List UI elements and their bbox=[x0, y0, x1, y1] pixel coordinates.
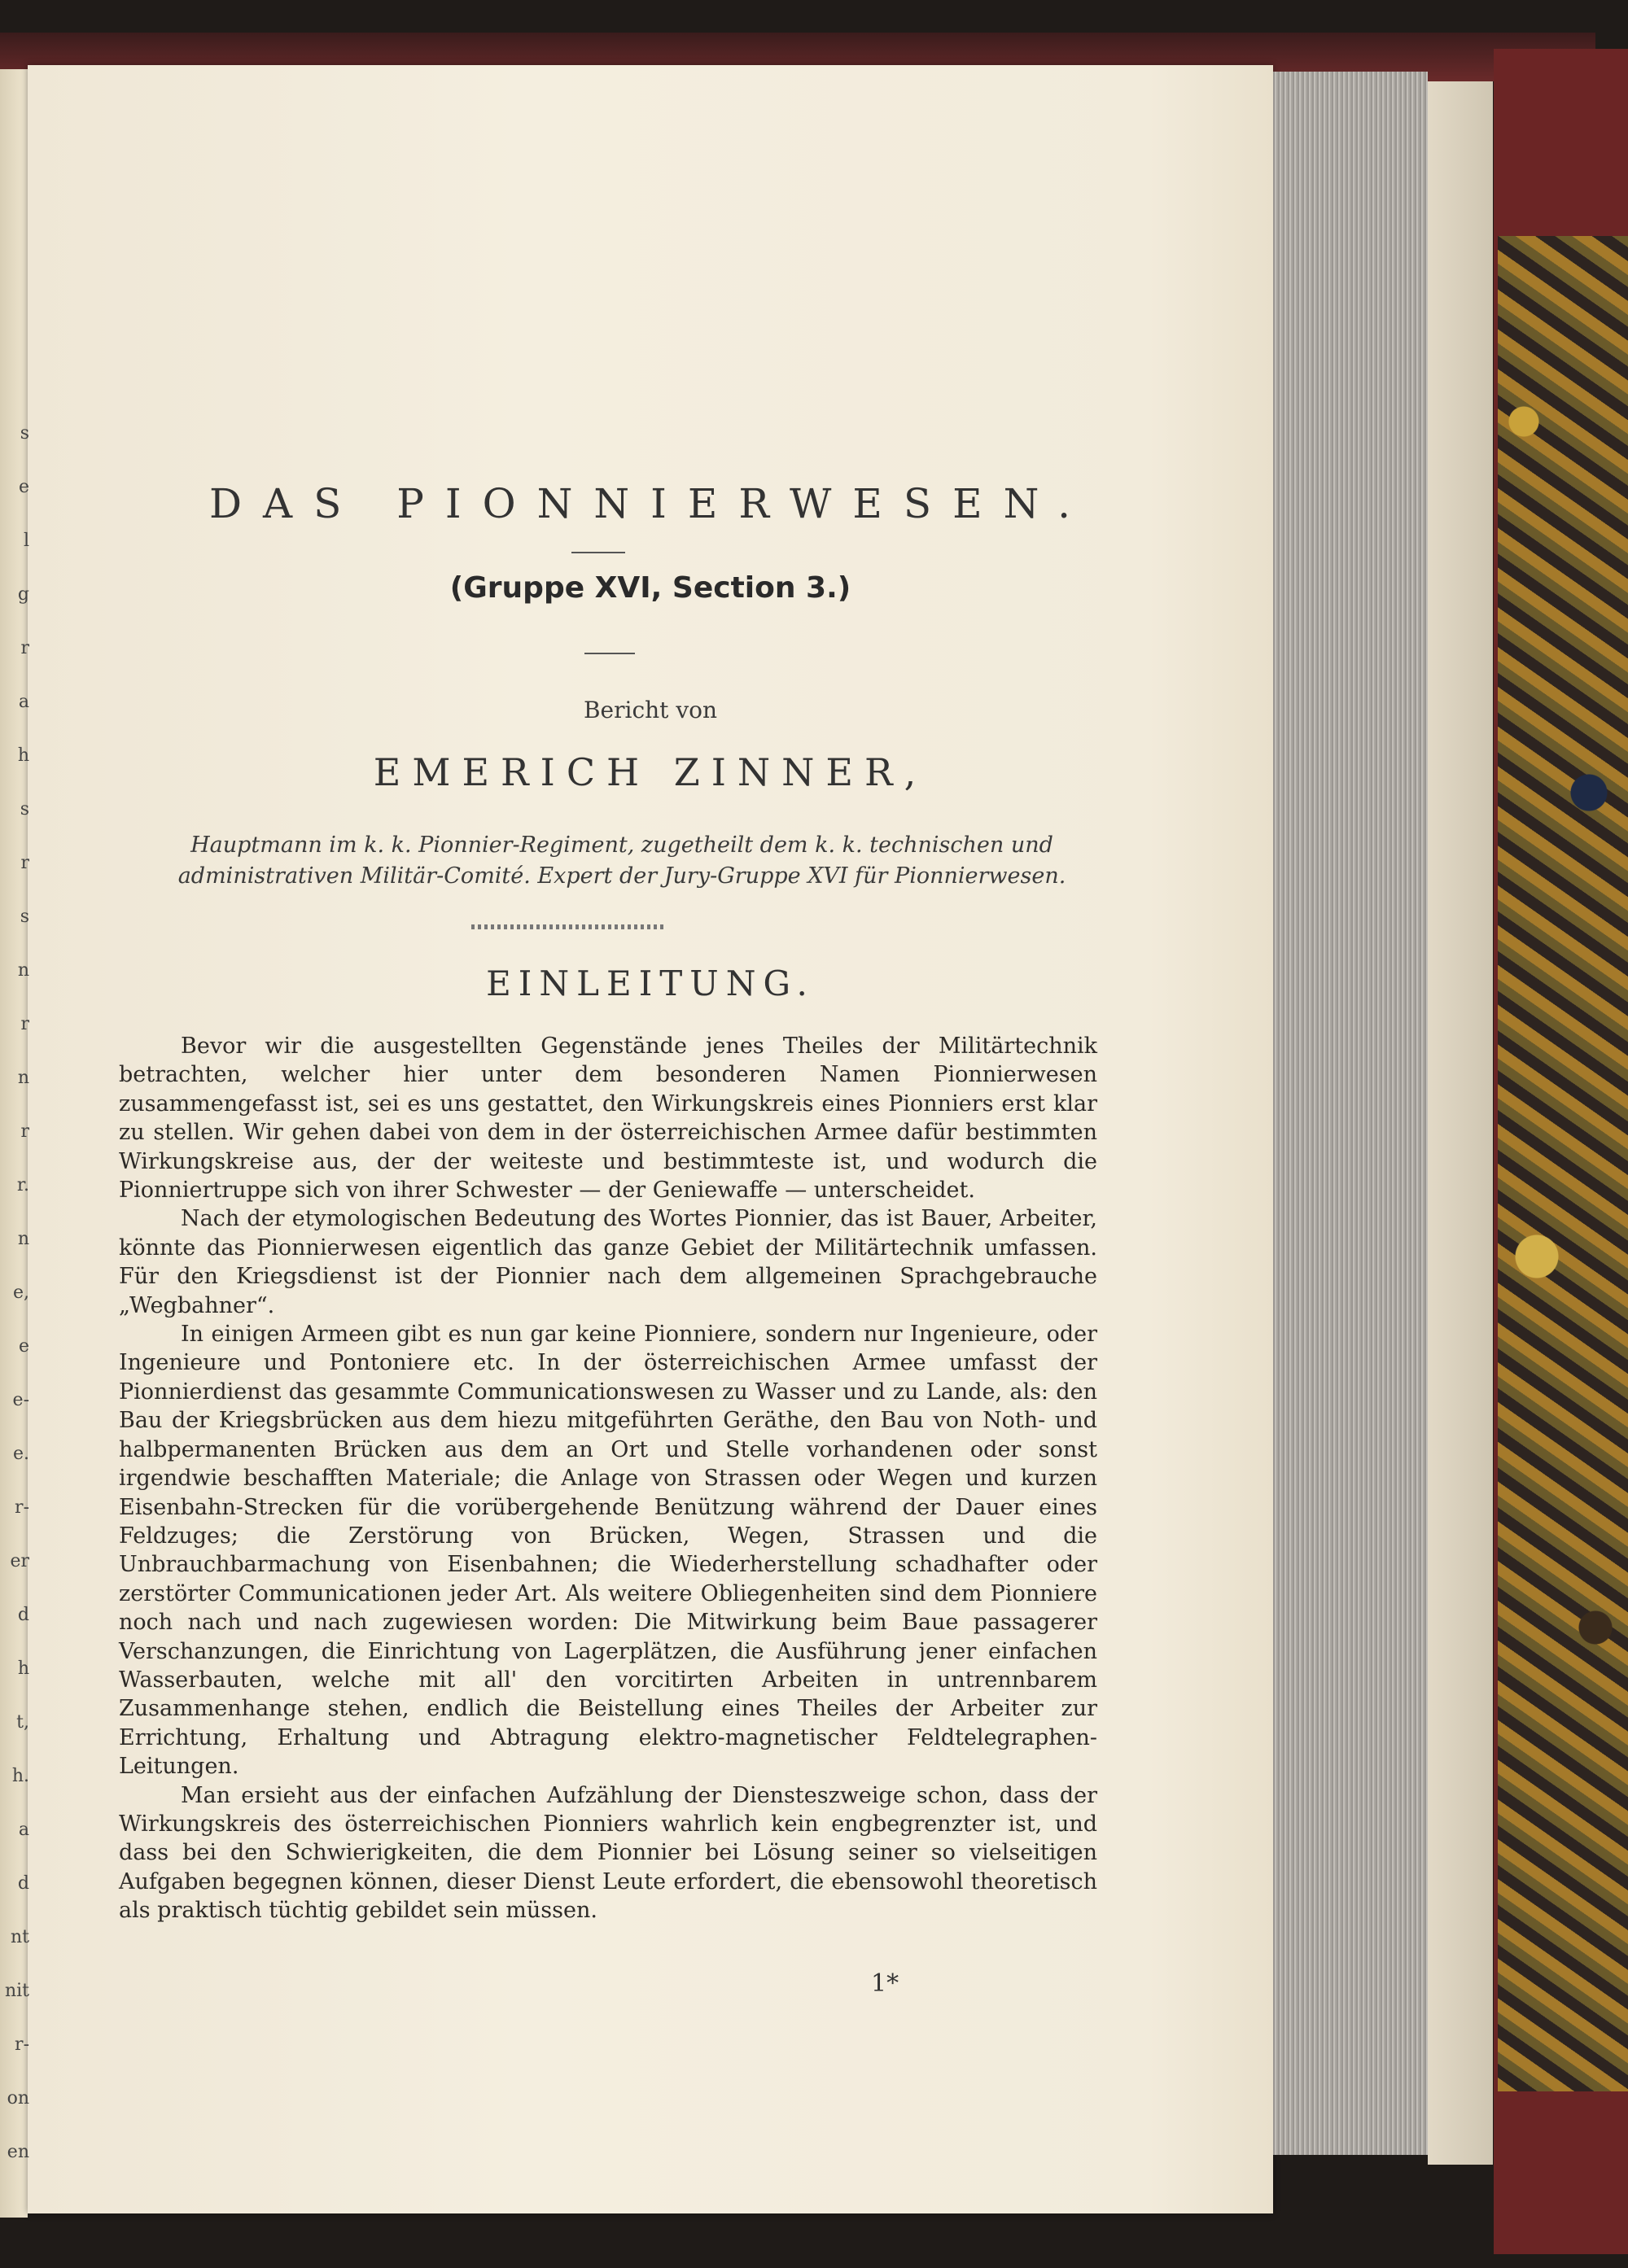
margin-fragment: d bbox=[17, 1605, 29, 1625]
document-subtitle: (Gruppe XVI, Section 3.) bbox=[449, 571, 851, 605]
paragraph: Bevor wir die ausgestellten Gegenstände jenes Theiles der Militärtechnik betrachten, welcher hier unter dem besonderen Namen Pionnierwesen zusammengefasst ist, sei es uns gestattet, den Wirkungskreis eines Pionniers erst klar zu stellen. Wir gehen dabei von dem in der österreichischen Armee dafür bestimmten Wirkungskreise aus, der der weiteste und bestimmteste ist, und wodurch die Pionniertruppe sich von ihrer Schwester — der Geniewaffe — unterscheidet. bbox=[119, 1033, 1097, 1204]
subtitle-rule bbox=[584, 653, 635, 654]
margin-fragment: a bbox=[18, 692, 29, 712]
margin-fragment: g bbox=[17, 584, 29, 605]
margin-fragment: n bbox=[17, 960, 29, 981]
margin-fragment: s bbox=[20, 423, 29, 444]
paragraph: In einigen Armeen gibt es nun gar keine Pionniere, sondern nur Ingenieure, oder Ingenieure und Pontoniere etc. In der österreichischen Armee umfasst der Pionnierdienst das gesammte Communicationswesen zu Wasser und zu Lande, als: den Bau der Kriegsbrücken aus dem hiezu mitgeführten Geräthe, den Bau von Noth- und halbpermanenten Brücken aus dem an Ort und Stelle vorhandenen oder sonst irgendwie beschafften Materiale; die Anlage von Strassen oder Wegen und kurzen Eisenbahn-Strecken für die vorübergehende Benützung während der Dauer eines Feldzuges; die Zerstörung von Brücken, Wegen, Strassen und die Unbrauchbarmachung von Eisenbahnen; die Wiederherstellung schadhafter oder zerstörter Communicationen jeder Art. Als weitere Obliegenheiten sind dem Pionniere noch nach und nach zugewiesen worden: Die Mitwirkung beim Baue passagerer Verschanzungen, die Einrichtung von Lagerplätzen, die Ausführung jener einfachen Wasserbauten, welche mit all' den vorcitirten Arbeiten in untrennbarem Zusammenhange stehen, endlich die Beistellung eines Theiles der Arbeiter zur Errichtung, Erhaltung und Abtragung elektro-magnetischer Feldtelegraphen-Leitungen. bbox=[119, 1322, 1097, 1780]
page-edges-inner bbox=[1428, 81, 1493, 2165]
margin-fragment: n bbox=[17, 1068, 29, 1088]
margin-fragment: nit bbox=[4, 1981, 29, 2001]
margin-fragment: h bbox=[17, 745, 29, 766]
previous-page-edge bbox=[0, 69, 28, 2218]
report-by-label: Bericht von bbox=[583, 697, 718, 723]
body-text bbox=[119, 1032, 1097, 1925]
ornamental-rule bbox=[471, 924, 667, 929]
page-content bbox=[28, 65, 1273, 2213]
margin-fragment: a bbox=[18, 1820, 29, 1840]
marbled-endpaper bbox=[1498, 236, 1628, 2091]
author-affiliation: Hauptmann im k. k. Pionnier-Regiment, zugetheilt dem k. k. technischen und administrativen Militär-Comité. Expert der Jury-Gruppe XVI für Pionnierwesen. bbox=[177, 832, 1066, 889]
margin-fragment: en bbox=[7, 2142, 29, 2162]
margin-fragment: h bbox=[17, 1658, 29, 1679]
margin-fragment: r- bbox=[15, 2034, 29, 2055]
margin-fragment: on bbox=[7, 2088, 29, 2108]
margin-fragment: r bbox=[20, 853, 29, 873]
margin-fragment: e bbox=[18, 477, 29, 497]
margin-fragment: s bbox=[20, 799, 29, 819]
paragraph: Man ersieht aus der einfachen Aufzählung der Diensteszweige schon, dass der Wirkungskreis des österreichischen Pionniers wahrlich kein engbegrenzter ist, und dass bei den Schwierigkeiten, die dem Pionnier bei Lösung seiner so vielseitigen Aufgaben begegnen können, dieser Dienst Leute erfordert, die ebensowohl theoretisch als praktisch tüchtig gebildet sein müssen. bbox=[119, 1782, 1097, 1924]
document-title: DAS PIONNIERWESEN. bbox=[208, 480, 1092, 527]
margin-fragment: n bbox=[17, 1229, 29, 1249]
page-edges bbox=[1273, 72, 1428, 2155]
margin-fragment: r. bbox=[16, 1175, 29, 1195]
signature-mark: 1* bbox=[871, 1969, 899, 1998]
margin-fragment: h. bbox=[11, 1766, 29, 1786]
margin-fragment: r bbox=[20, 638, 29, 658]
margin-fragment: d bbox=[17, 1873, 29, 1894]
margin-fragment: er bbox=[10, 1551, 29, 1571]
margin-fragment: s bbox=[20, 907, 29, 927]
margin-fragment: t, bbox=[16, 1712, 29, 1733]
margin-fragment: l bbox=[23, 531, 29, 551]
paragraph: Nach der etymologischen Bedeutung des Wortes Pionnier, das ist Bauer, Arbeiter, könnte das Pionnierwesen eigentlich das ganze Gebiet der Militärtechnik umfassen. Für den Kriegsdienst ist der Pionnier nach dem allgemeinen Sprachgebrauche „Wegbahner“. bbox=[119, 1206, 1097, 1318]
margin-fragment: e, bbox=[12, 1283, 29, 1303]
margin-fragment: r- bbox=[15, 1497, 29, 1518]
margin-fragment: e- bbox=[12, 1390, 29, 1410]
margin-fragment: nt bbox=[10, 1927, 29, 1947]
margin-fragment: e bbox=[18, 1336, 29, 1357]
margin-fragment: r bbox=[20, 1121, 29, 1142]
author-name: EMERICH ZINNER, bbox=[373, 750, 928, 794]
section-heading: EINLEITUNG. bbox=[486, 964, 815, 1003]
title-rule bbox=[571, 552, 625, 553]
margin-fragment: r bbox=[20, 1014, 29, 1034]
margin-fragment: e. bbox=[12, 1444, 29, 1464]
